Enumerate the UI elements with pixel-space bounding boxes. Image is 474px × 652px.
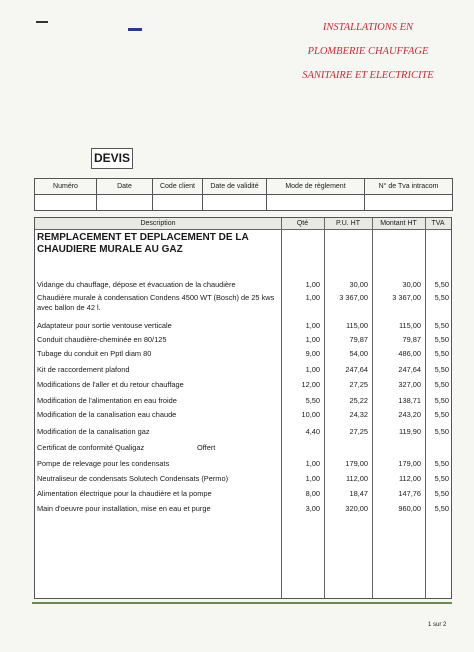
header-pu: P.U. HT bbox=[336, 220, 360, 227]
item-tva: 5,50 bbox=[434, 380, 449, 389]
item-qty: 1,00 bbox=[305, 365, 320, 374]
item-montant: 179,00 bbox=[398, 459, 421, 468]
quote-items-table bbox=[34, 217, 452, 599]
item-tva: 5,50 bbox=[434, 365, 449, 374]
item-montant: 115,00 bbox=[398, 321, 421, 330]
items-table-header bbox=[35, 218, 451, 230]
item-qty: 1,00 bbox=[305, 280, 320, 289]
item-qty: 9,00 bbox=[305, 349, 320, 358]
item-tva: 5,50 bbox=[434, 349, 449, 358]
header-montant: Montant HT bbox=[380, 220, 417, 227]
item-qty: 1,00 bbox=[305, 459, 320, 468]
info-header-mode-reglement: Mode de règlement bbox=[267, 179, 365, 195]
company-line-1: INSTALLATIONS EN bbox=[322, 22, 414, 33]
item-pu: 247,64 bbox=[345, 365, 368, 374]
item-description: Modification de la canalisation eau chaude bbox=[37, 410, 177, 419]
item-tva: 5,50 bbox=[434, 293, 449, 302]
item-pu: 27,25 bbox=[349, 427, 368, 436]
info-header-date: Date bbox=[97, 179, 153, 195]
item-tva: 5,50 bbox=[434, 474, 449, 483]
company-line-3: SANITAIRE ET ELECTRICITE bbox=[302, 70, 434, 81]
info-value-numero bbox=[35, 195, 97, 211]
item-description: Alimentation électrique pour la chaudière et la pompe bbox=[37, 489, 212, 498]
info-value-code-client bbox=[153, 195, 203, 211]
item-montant: 3 367,00 bbox=[392, 293, 421, 302]
item-montant: 147,76 bbox=[398, 489, 421, 498]
item-pu: 179,00 bbox=[345, 459, 368, 468]
footer-line bbox=[32, 602, 452, 604]
section-title: REMPLACEMENT ET DEPLACEMENT DE LA CHAUDIERE MURALE AU GAZ bbox=[37, 232, 249, 255]
header-description: Description bbox=[140, 220, 176, 227]
item-montant: 327,00 bbox=[398, 380, 421, 389]
column-divider bbox=[281, 218, 282, 598]
item-montant: 247,64 bbox=[398, 365, 421, 374]
info-table bbox=[34, 178, 453, 211]
item-montant: 486,00 bbox=[398, 349, 421, 358]
info-value-mode-reglement bbox=[267, 195, 365, 211]
item-tva: 5,50 bbox=[434, 427, 449, 436]
item-tva: 5,50 bbox=[434, 410, 449, 419]
item-offert-note: Offert bbox=[197, 443, 216, 452]
item-qty: 3,00 bbox=[305, 504, 320, 513]
item-pu: 27,25 bbox=[349, 380, 368, 389]
item-montant: 112,00 bbox=[398, 474, 421, 483]
info-header-date-validite: Date de validité bbox=[203, 179, 267, 195]
item-pu: 320,00 bbox=[345, 504, 368, 513]
item-description: Vidange du chauffage, dépose et évacuation de la chaudière bbox=[37, 280, 236, 289]
item-montant: 79,87 bbox=[402, 335, 421, 344]
item-description: Modifications de l'aller et du retour chauffage bbox=[37, 380, 184, 389]
item-pu: 30,00 bbox=[349, 280, 368, 289]
item-qty: 10,00 bbox=[301, 410, 320, 419]
item-description: Modification de la canalisation gaz bbox=[37, 427, 150, 436]
column-divider bbox=[324, 218, 325, 598]
header-qty: Qté bbox=[296, 220, 309, 227]
item-tva: 5,50 bbox=[434, 335, 449, 344]
item-tva: 5,50 bbox=[434, 280, 449, 289]
column-divider bbox=[372, 218, 373, 598]
item-description: Main d'oeuvre pour installation, mise en eau et purge bbox=[37, 504, 211, 513]
item-pu: 24,32 bbox=[349, 410, 368, 419]
item-montant: 960,00 bbox=[398, 504, 421, 513]
header-tva: TVA bbox=[431, 220, 445, 227]
item-tva: 5,50 bbox=[434, 321, 449, 330]
item-pu: 115,00 bbox=[345, 321, 368, 330]
info-value-date-validite bbox=[203, 195, 267, 211]
document-title: DEVIS bbox=[91, 148, 133, 169]
info-value-date bbox=[97, 195, 153, 211]
item-description: Modification de l'alimentation en eau froide bbox=[37, 396, 177, 405]
page-number: 1 sur 2 bbox=[428, 622, 447, 628]
item-pu: 3 367,00 bbox=[339, 293, 368, 302]
item-description: Certificat de conformité Qualigaz bbox=[37, 443, 145, 452]
item-tva: 5,50 bbox=[434, 489, 449, 498]
item-qty: 4,40 bbox=[305, 427, 320, 436]
column-divider bbox=[425, 218, 426, 598]
item-pu: 18,47 bbox=[349, 489, 368, 498]
item-description: Neutraliseur de condensats Solutech Condensats (Permo) bbox=[37, 474, 229, 483]
item-qty: 1,00 bbox=[305, 335, 320, 344]
item-qty: 5,50 bbox=[305, 396, 320, 405]
logo-mark bbox=[128, 28, 142, 31]
item-description: Pompe de relevage pour les condensats bbox=[37, 459, 170, 468]
item-montant: 138,71 bbox=[398, 396, 421, 405]
item-description: Conduit chaudière-cheminée en 80/125 bbox=[37, 335, 167, 344]
item-qty: 1,00 bbox=[305, 474, 320, 483]
item-pu: 112,00 bbox=[345, 474, 368, 483]
item-description: Kit de raccordement plafond bbox=[37, 365, 130, 374]
company-header bbox=[270, 16, 466, 88]
item-qty: 1,00 bbox=[305, 293, 320, 302]
item-description: Adaptateur pour sortie ventouse verticale bbox=[37, 321, 172, 330]
item-tva: 5,50 bbox=[434, 459, 449, 468]
company-line-2: PLOMBERIE CHAUFFAGE bbox=[307, 46, 429, 57]
item-qty: 1,00 bbox=[305, 321, 320, 330]
item-description: Tubage du conduit en Pptl diam 80 bbox=[37, 349, 152, 358]
item-pu: 79,87 bbox=[349, 335, 368, 344]
item-montant: 243,20 bbox=[398, 410, 421, 419]
info-header-numero: Numéro bbox=[35, 179, 97, 195]
info-header-code-client: Code client bbox=[153, 179, 203, 195]
item-tva: 5,50 bbox=[434, 396, 449, 405]
item-montant: 119,90 bbox=[398, 427, 421, 436]
item-pu: 54,00 bbox=[349, 349, 368, 358]
item-qty: 8,00 bbox=[305, 489, 320, 498]
item-tva: 5,50 bbox=[434, 504, 449, 513]
info-header-tva-intracom: N° de Tva intracom bbox=[365, 179, 453, 195]
item-description: Chaudière murale à condensation Condens 4500 WT (Bosch) de 25 kws avec ballon de 42 l. bbox=[37, 293, 275, 312]
item-montant: 30,00 bbox=[402, 280, 421, 289]
item-pu: 25,22 bbox=[349, 396, 368, 405]
scan-mark bbox=[36, 21, 48, 23]
item-qty: 12,00 bbox=[301, 380, 320, 389]
info-value-tva-intracom bbox=[365, 195, 453, 211]
